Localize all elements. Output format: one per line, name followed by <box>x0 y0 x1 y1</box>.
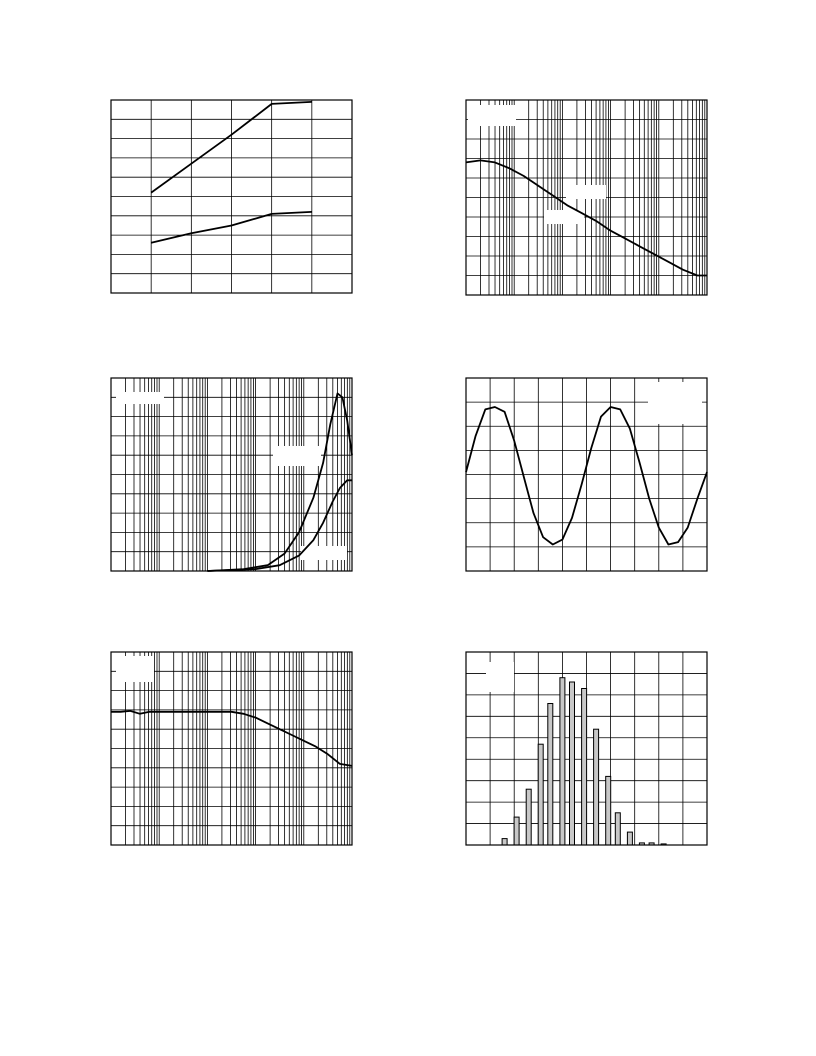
legend-box <box>273 446 321 466</box>
bar <box>526 789 531 845</box>
bar <box>502 839 507 845</box>
legend-box <box>566 185 606 199</box>
series-line-1 <box>111 711 352 766</box>
bar <box>538 744 543 845</box>
bar <box>548 704 553 846</box>
chart-1 <box>111 100 352 293</box>
series-line-1 <box>207 393 352 571</box>
bar <box>594 729 599 845</box>
chart-3 <box>111 378 352 571</box>
chart-2 <box>466 100 707 295</box>
chart-6 <box>466 652 707 845</box>
bar <box>582 689 587 846</box>
legend-box <box>116 656 154 682</box>
legend-box <box>468 105 516 126</box>
legend-box <box>486 662 514 692</box>
legend-box <box>116 392 164 404</box>
chart-4 <box>466 378 707 571</box>
bar <box>606 776 611 845</box>
bar <box>514 817 519 845</box>
legend-box <box>648 382 702 424</box>
bar <box>560 678 565 845</box>
chart-5 <box>111 652 352 845</box>
legend-box <box>301 546 347 560</box>
bar <box>570 682 575 845</box>
bar <box>627 832 632 845</box>
bar <box>615 813 620 845</box>
